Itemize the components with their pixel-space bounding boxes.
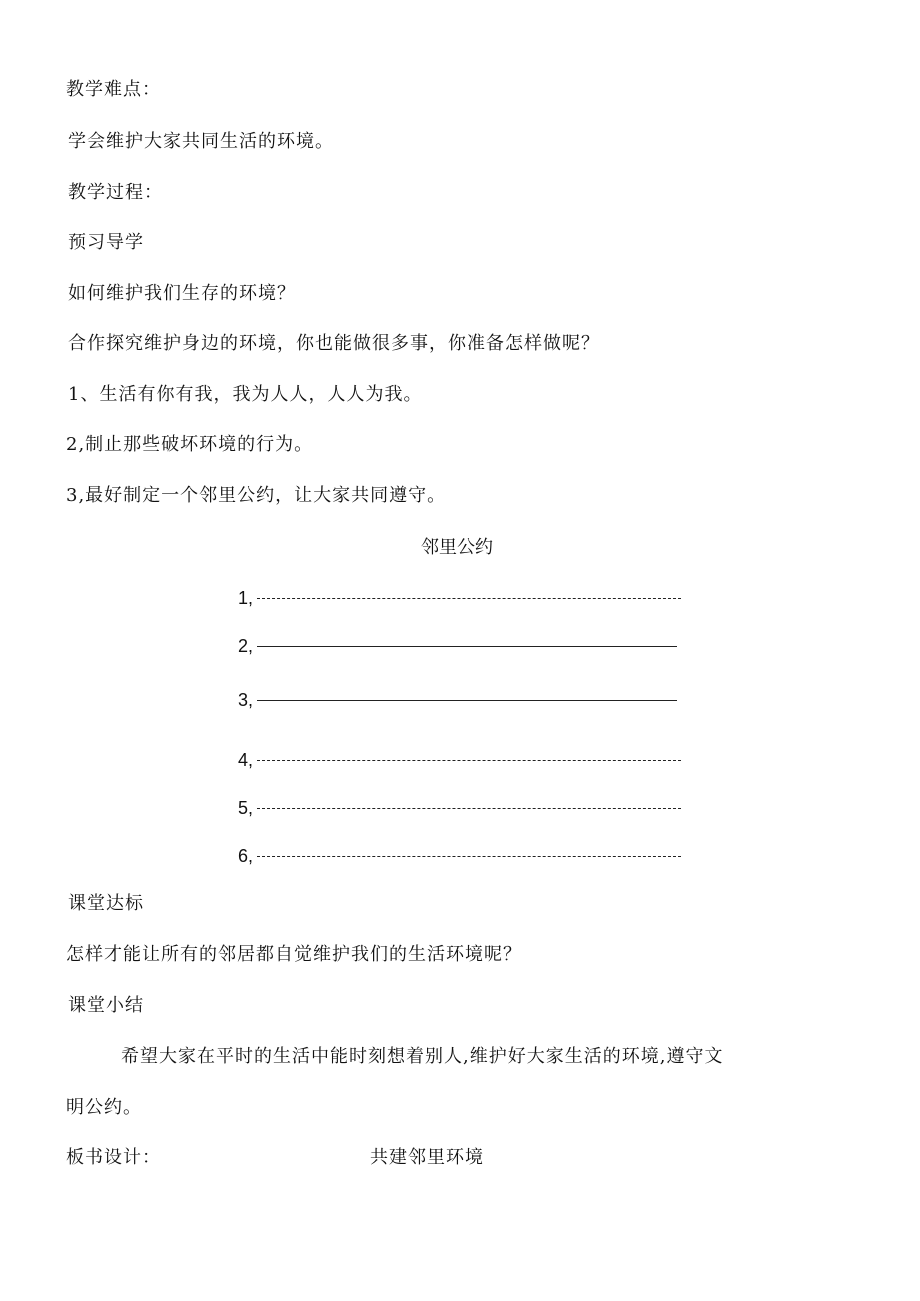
rule-blank-line bbox=[257, 598, 681, 599]
summary-heading: 课堂小结 bbox=[68, 995, 144, 1016]
rule-blank-line bbox=[257, 808, 681, 809]
difficulty-heading: 教学难点： bbox=[66, 79, 161, 100]
convention-rule bbox=[238, 688, 677, 712]
rule-blank-line bbox=[257, 700, 677, 701]
rule-number: 3, bbox=[238, 690, 254, 710]
board-label: 板书设计： bbox=[66, 1147, 161, 1168]
rule-blank-line bbox=[257, 760, 681, 761]
cooperate-text: 合作探究维护身边的环境，你也能做很多事，你准备怎样做呢？ bbox=[68, 333, 600, 354]
summary-text-line-2: 明公约。 bbox=[66, 1097, 142, 1118]
rule-number: 5, bbox=[238, 798, 254, 818]
convention-rule bbox=[238, 586, 681, 610]
point-3: 3,最好制定一个邻里公约，让大家共同遵守。 bbox=[66, 485, 447, 506]
convention-rule bbox=[238, 748, 681, 772]
point-2: 2,制止那些破坏环境的行为。 bbox=[66, 434, 314, 455]
preview-heading: 预习导学 bbox=[68, 232, 144, 253]
convention-rule bbox=[238, 796, 681, 820]
convention-title: 邻里公约 bbox=[421, 537, 493, 558]
rule-blank-line bbox=[257, 646, 677, 647]
rule-number: 2, bbox=[238, 636, 254, 656]
process-heading: 教学过程： bbox=[68, 182, 163, 203]
preview-question: 如何维护我们生存的环境？ bbox=[68, 283, 296, 304]
convention-rule bbox=[238, 634, 677, 658]
practice-heading: 课堂达标 bbox=[68, 893, 144, 914]
rule-number: 1, bbox=[238, 588, 254, 608]
rule-blank-line bbox=[257, 856, 681, 857]
point-1: 1、生活有你有我，我为人人，人人为我。 bbox=[68, 384, 423, 405]
rule-number: 6, bbox=[238, 846, 254, 866]
rule-number: 4, bbox=[238, 750, 254, 770]
convention-rule bbox=[238, 844, 681, 868]
practice-question: 怎样才能让所有的邻居都自觉维护我们的生活环境呢？ bbox=[66, 944, 522, 965]
difficulty-text: 学会维护大家共同生活的环境。 bbox=[68, 131, 334, 152]
summary-text-line-1: 希望大家在平时的生活中能时刻想着别人,维护好大家生活的环境,遵守文 bbox=[121, 1046, 724, 1067]
board-title: 共建邻里环境 bbox=[370, 1147, 484, 1168]
